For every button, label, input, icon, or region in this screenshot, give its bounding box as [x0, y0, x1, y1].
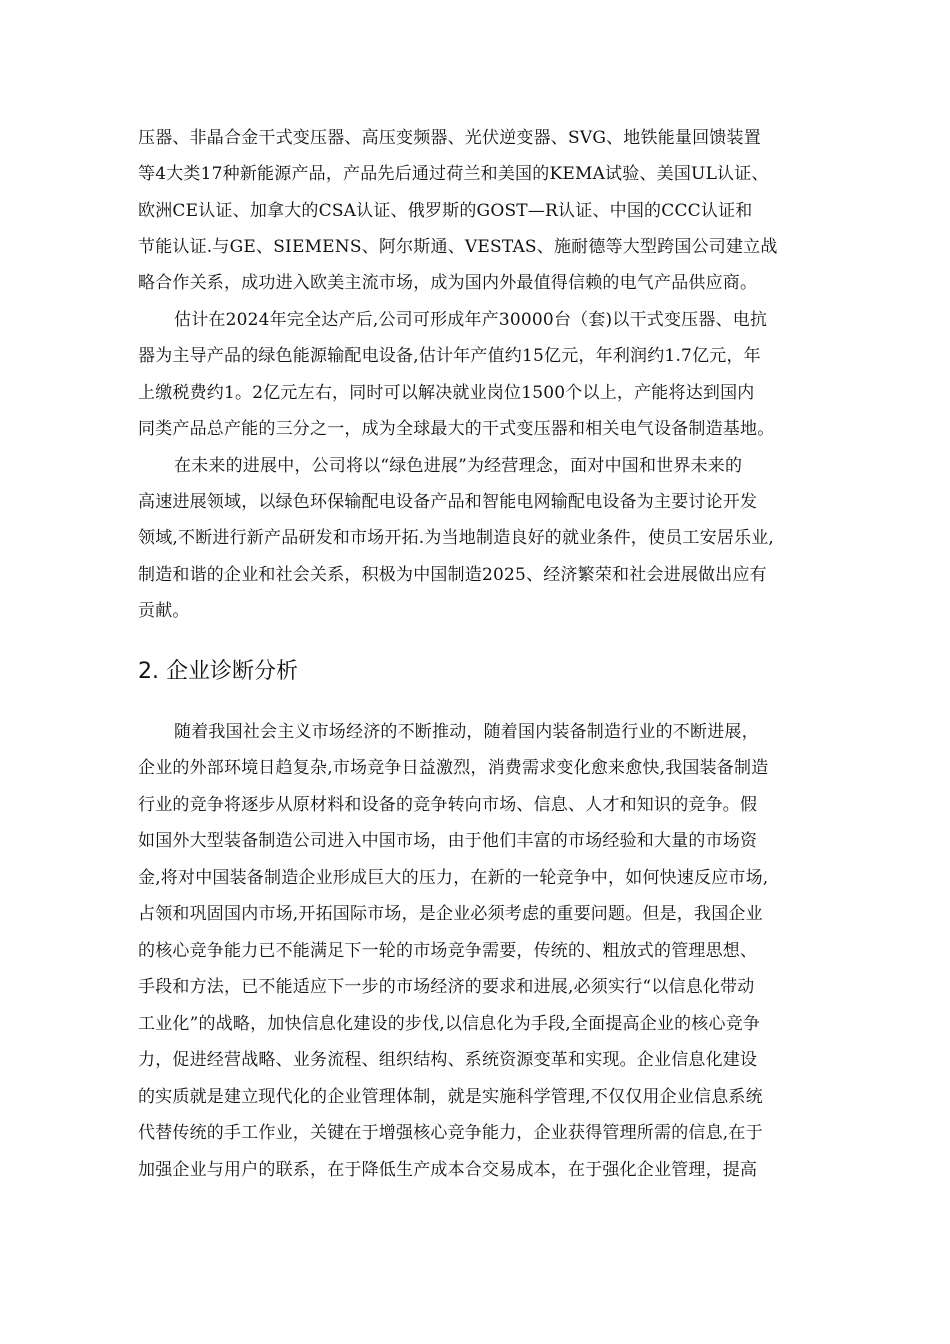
paragraph-line: 略合作关系，成功进入欧美主流市场，成为国内外最值得信赖的电气产品供应商。 — [138, 273, 758, 293]
paragraph-line: 加强企业与用户的联系，在于降低生产成本合交易成本，在于强化企业管理，提高 — [138, 1160, 758, 1180]
paragraph-line: 的实质就是建立现代化的企业管理体制，就是实施科学管理,不仅仅用企业信息系统 — [138, 1087, 763, 1107]
paragraph-line: 器为主导产品的绿色能源输配电设备,估计年产值约15亿元，年利润约1.7亿元，年 — [138, 346, 761, 366]
paragraph-line: 手段和方法，已不能适应下一步的市场经济的要求和进展,必须实行“以信息化带动 — [138, 977, 755, 997]
paragraph-line: 在未来的进展中，公司将以“绿色进展”为经营理念，面对中国和世界未来的 — [174, 456, 743, 476]
paragraph-line: 行业的竞争将逐步从原材料和设备的竞争转向市场、信息、人才和知识的竞争。假 — [138, 795, 758, 815]
paragraph-line: 节能认证.与GE、SIEMENS、阿尔斯通、VESTAS、施耐德等大型跨国公司建立战 — [138, 237, 778, 257]
paragraph-line: 领域,不断进行新产品研发和市场开拓.为当地制造良好的就业条件，使员工安居乐业, — [138, 528, 775, 548]
paragraph-line: 欧洲CE认证、加拿大的CSA认证、俄罗斯的GOST—R认证、中国的CCC认证和 — [138, 201, 753, 221]
paragraph-line: 的核心竞争能力已不能满足下一轮的市场竞争需要，传统的、粗放式的管理思想、 — [138, 941, 758, 961]
paragraph-line: 工业化”的战略，加快信息化建设的步伐,以信息化为手段,全面提高企业的核心竞争 — [138, 1014, 761, 1034]
paragraph-line: 上缴税费约1。2亿元左右，同时可以解决就业岗位1500个以上，产能将达到国内 — [138, 383, 755, 403]
paragraph-line: 金,将对中国装备制造企业形成巨大的压力，在新的一轮竞争中，如何快速反应市场, — [138, 868, 769, 888]
paragraph-line: 估计在2024年完全达产后,公司可形成年产30000台（套)以干式变压器、电抗 — [174, 310, 768, 330]
paragraph-line: 占领和巩固国内市场,开拓国际市场，是企业必须考虑的重要问题。但是，我国企业 — [138, 904, 763, 924]
paragraph-line: 压器、非晶合金干式变压器、高压变频器、光伏逆变器、SVG、地铁能量回馈装置 — [138, 128, 761, 148]
paragraph-line: 企业的外部环境日趋复杂,市场竞争日益激烈，消费需求变化愈来愈快,我国装备制造 — [138, 758, 769, 778]
paragraph-line: 如国外大型装备制造公司进入中国市场，由于他们丰富的市场经验和大量的市场资 — [138, 831, 758, 851]
paragraph-line: 随着我国社会主义市场经济的不断推动，随着国内装备制造行业的不断进展， — [174, 722, 759, 742]
paragraph-line: 力，促进经营战略、业务流程、组织结构、系统资源变革和实现。企业信息化建设 — [138, 1050, 758, 1070]
paragraph-line: 等4大类17种新能源产品，产品先后通过荷兰和美国的KEMA试验、美国UL认证、 — [138, 164, 769, 184]
section-heading: 2. 企业诊断分析 — [138, 659, 298, 684]
paragraph-line: 贡献。 — [138, 601, 190, 621]
paragraph-line: 代替传统的手工作业，关键在于增强核心竞争能力，企业获得管理所需的信息,在于 — [138, 1123, 763, 1143]
paragraph-line: 同类产品总产能的三分之一，成为全球最大的干式变压器和相关电气设备制造基地。 — [138, 419, 775, 439]
paragraph-line: 制造和谐的企业和社会关系，积极为中国制造2025、经济繁荣和社会进展做出应有 — [138, 565, 767, 585]
paragraph-line: 高速进展领域，以绿色环保输配电设备产品和智能电网输配电设备为主要讨论开发 — [138, 492, 758, 512]
